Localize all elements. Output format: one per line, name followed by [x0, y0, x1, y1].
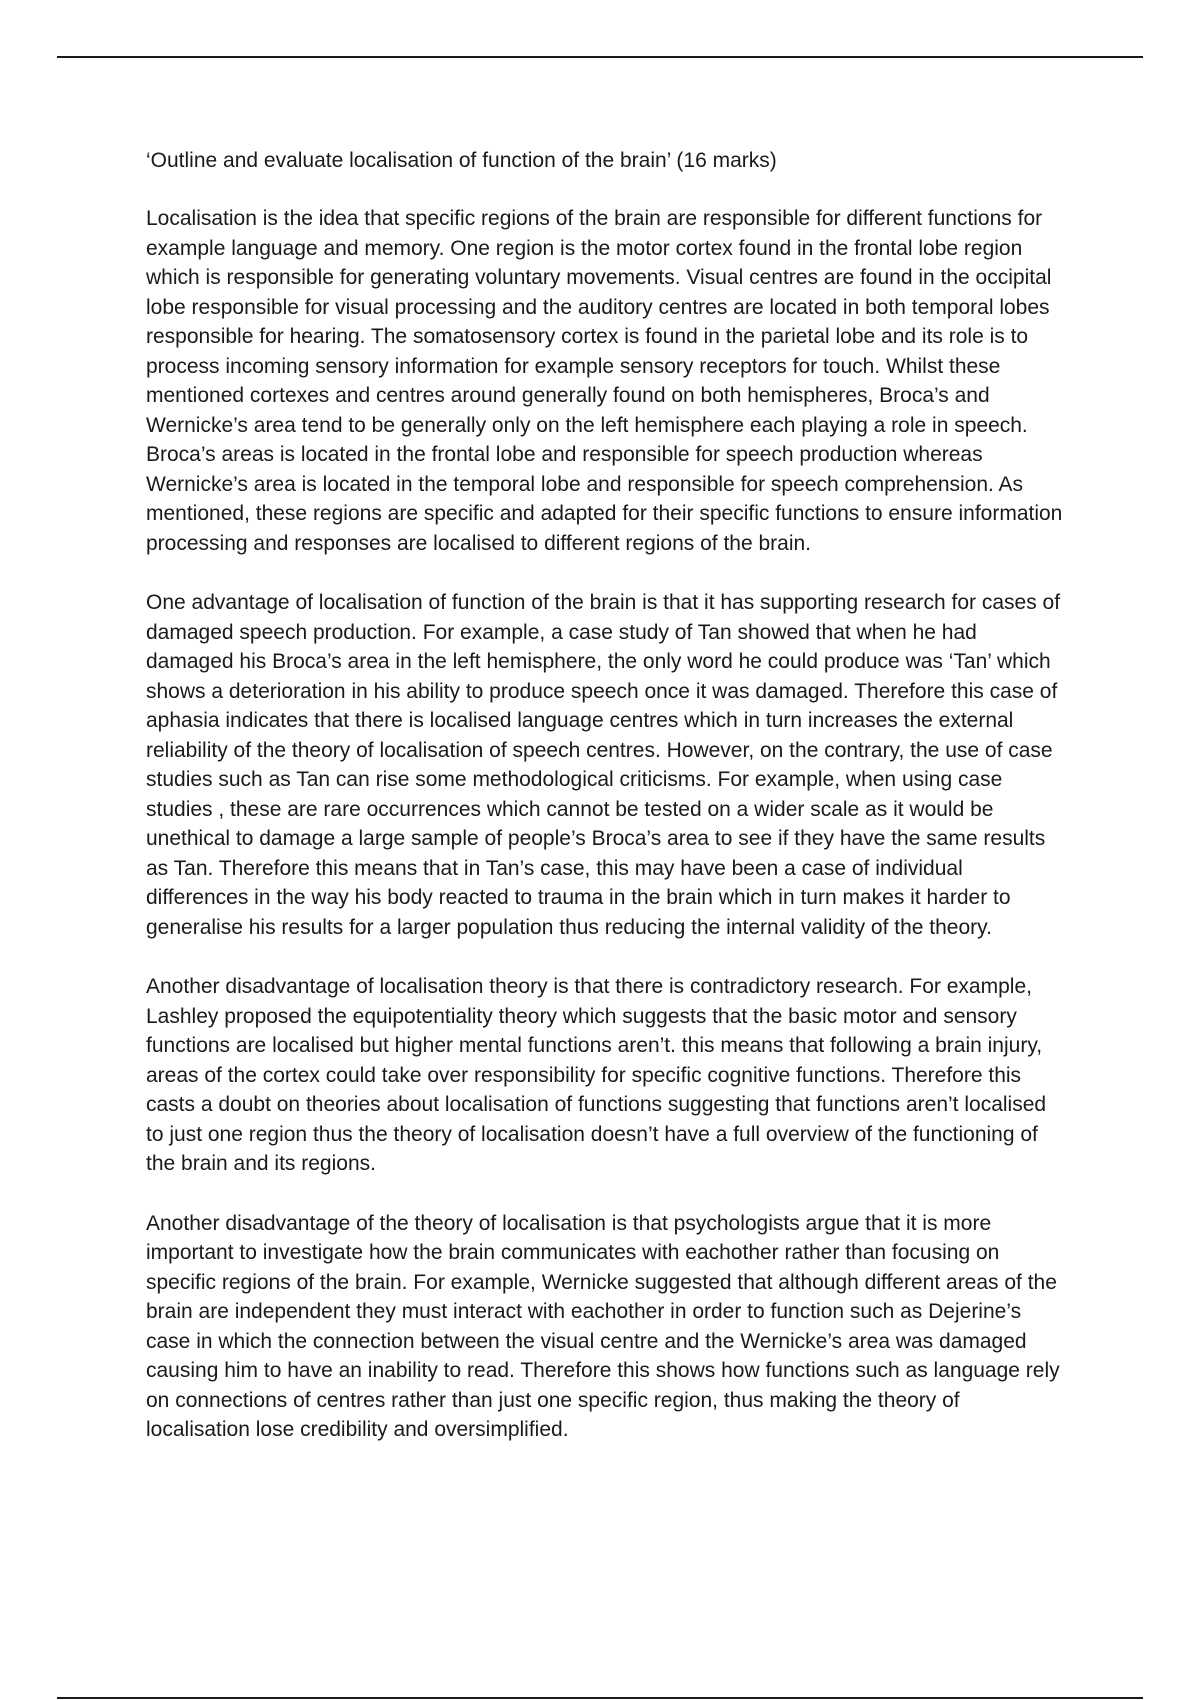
- paragraph-advantage: One advantage of localisation of function of the brain is that it has supporting research for cases of damaged speech production. For example, a case study of Tan showed that when he had damaged his Broca’s area in the left hemisphere, the only word he could produce was ‘Tan’ which shows a deterioration in his ability to produce speech once it was damaged. Therefore this case of aphasia indicates that there is localised language centres which in turn increases the external reliability of the theory of localisation of speech centres. However, on the contrary, the use of case studies such as Tan can rise some methodological criticisms. For example, when using case studies , these are rare occurrences which cannot be tested on a wider scale as it would be unethical to damage a large sample of people’s Broca’s area to see if they have the same results as Tan. Therefore this means that in Tan’s case, this may have been a case of individual differences in the way his body reacted to trauma in the brain which in turn makes it harder to generalise his results for a larger population thus reducing the internal validity of the theory.: [146, 591, 1061, 939]
- paragraph-introduction: Localisation is the idea that specific regions of the brain are responsible for different functions for example language and memory. One region is the motor cortex found in the frontal lobe region which is responsible for generating voluntary movements. Visual centres are found in the occipital lobe responsible for visual processing and the auditory centres are located in both temporal lobes responsible for hearing. The somatosensory cortex is found in the parietal lobe and its role is to process incoming sensory information for example sensory receptors for touch. Whilst these mentioned cortexes and centres around generally found on both hemispheres, Broca’s and Wernicke’s area tend to be generally only on the left hemisphere each playing a role in speech. Broca’s areas is located in the frontal lobe and responsible for speech production whereas Wernicke’s area is located in the temporal lobe and responsible for speech comprehension. As mentioned, these regions are specific and adapted for their specific functions to ensure information processing and responses are localised to different regions of the brain.: [146, 207, 1063, 555]
- document-body: [146, 146, 1066, 1475]
- essay-title: ‘Outline and evaluate localisation of function of the brain’ (16 marks): [146, 149, 777, 172]
- top-divider: [57, 56, 1143, 58]
- bottom-divider: [57, 1697, 1143, 1699]
- paragraph-disadvantage-1: Another disadvantage of localisation theory is that there is contradictory research. For example, Lashley proposed the equipotentiality theory which suggests that the basic motor and sensory functions are localised but higher mental functions aren’t. this means that following a brain injury, areas of the cortex could take over responsibility for specific cognitive functions. Therefore this casts a doubt on theories about localisation of functions suggesting that functions aren’t localised to just one region thus the theory of localisation doesn’t have a full overview of the functioning of the brain and its regions.: [146, 975, 1047, 1175]
- paragraph-disadvantage-2: Another disadvantage of the theory of localisation is that psychologists argue that it is more important to investigate how the brain communicates with eachother rather than focusing on specific regions of the brain. For example, Wernicke suggested that although different areas of the brain are independent they must interact with eachother in order to function such as Dejerine’s case in which the connection between the visual centre and the Wernicke’s area was damaged causing him to have an inability to read. Therefore this shows how functions such as language rely on connections of centres rather than just one specific region, thus making the theory of localisation lose credibility and oversimplified.: [146, 1211, 1060, 1441]
